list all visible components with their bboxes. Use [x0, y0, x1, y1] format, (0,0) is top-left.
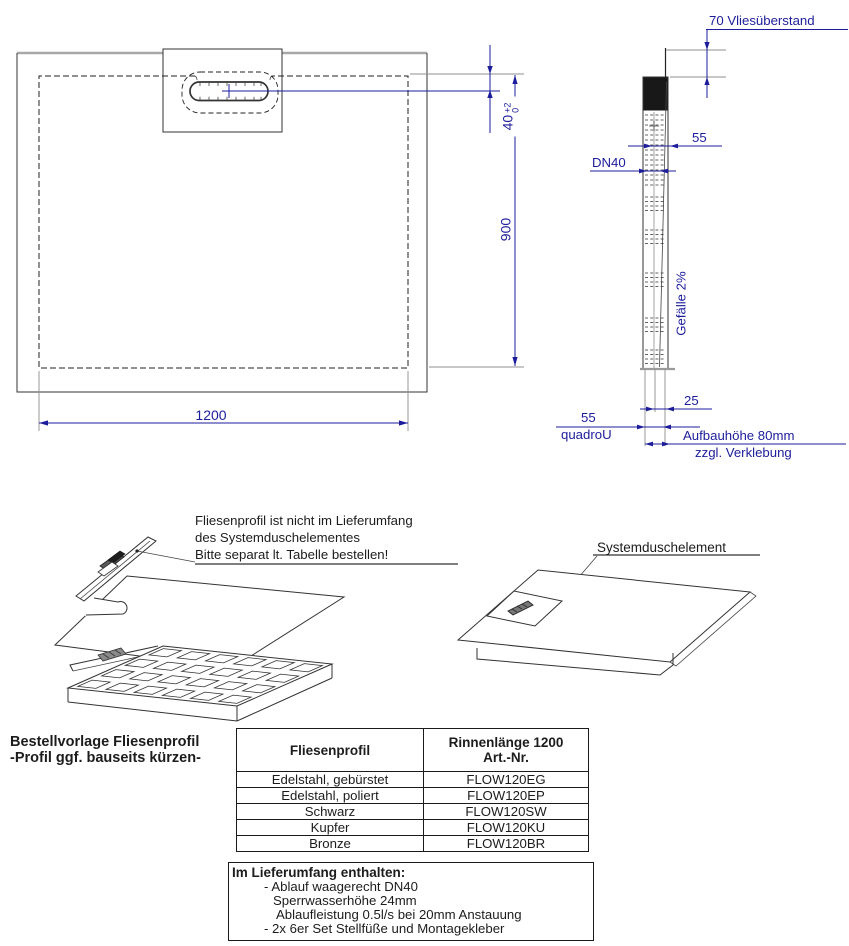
- col-header-line2: Art.-Nr.: [483, 750, 529, 765]
- scope-title: Im Lieferumfang enthalten:: [232, 865, 406, 880]
- profile-artnr: FLOW120BR: [424, 836, 589, 852]
- dim-55-top-label: 55: [692, 130, 707, 145]
- dim-900-label: 900: [497, 217, 514, 242]
- dn40-label: DN40: [592, 155, 626, 170]
- exploded-view: [55, 537, 458, 721]
- table-row: [237, 804, 589, 820]
- dimension-25: [640, 407, 712, 412]
- shower-element-board: [458, 570, 756, 675]
- profile-name: Edelstahl, gebürstet: [237, 772, 424, 788]
- col-header-fliesenprofil: Fliesenprofil: [237, 729, 424, 772]
- table-row: [237, 836, 589, 852]
- build-height-note-label: zzgl. Verklebung: [695, 445, 792, 460]
- profile-artnr: FLOW120EP: [424, 788, 589, 804]
- drain-section-hatch: [644, 78, 668, 111]
- element-view: [458, 555, 760, 675]
- table-row: [237, 820, 589, 836]
- dim-40-tol-plus: +2: [502, 102, 513, 113]
- order-title-line-2: -Profil ggf. bauseits kürzen-: [10, 750, 201, 766]
- profile-name: Kupfer: [237, 820, 424, 836]
- dim-40-tol-minus: 0: [510, 107, 521, 113]
- dimension-fleece-overhang: [666, 30, 848, 99]
- profile-artnr: FLOW120KU: [424, 820, 589, 836]
- profile-artnr: FLOW120EG: [424, 772, 589, 788]
- scope-item: - 2x 6er Set Stellfüße und Montagekleber: [264, 921, 505, 936]
- profile-note-line-3: Bitte separat lt. Tabelle bestellen!: [195, 547, 389, 562]
- profile-order-table: [236, 728, 589, 852]
- profile-name: Edelstahl, poliert: [237, 788, 424, 804]
- table-row: [237, 788, 589, 804]
- scope-of-delivery-box: [228, 862, 594, 941]
- dim-1200-label: 1200: [195, 407, 227, 423]
- dim-55-bottom-label: 55: [581, 410, 596, 425]
- slope-label: Gefälle 2%: [673, 271, 689, 336]
- col-header-line1: Rinnenlänge 1200: [448, 735, 564, 750]
- profile-note-line-2: des Systemduschelementes: [195, 530, 360, 545]
- profile-note-line-1: Fliesenprofil ist nicht im Lieferumfang: [195, 513, 413, 528]
- table-header-row: [237, 729, 589, 772]
- profile-name: Schwarz: [237, 804, 424, 820]
- table-row: [237, 772, 589, 788]
- build-height-label: Aufbauhöhe 80mm: [683, 428, 795, 443]
- side-view: [556, 30, 848, 447]
- fleece-overhang-label: 70 Vliesüberstand: [709, 13, 815, 28]
- profile-name: Bronze: [237, 836, 424, 852]
- dim-40-label: [499, 97, 521, 137]
- dim-25-label: 25: [684, 393, 699, 408]
- dimension-55-top: [628, 144, 722, 149]
- scope-item: Ablaufleistung 0.5l/s bei 20mm Anstauung: [276, 907, 522, 922]
- product-name-label: quadroU: [561, 427, 612, 442]
- plan-view: [17, 45, 524, 431]
- profile-artnr: FLOW120SW: [424, 804, 589, 820]
- order-title-line-1: Bestellvorlage Fliesenprofil: [10, 734, 200, 750]
- system-element-label: Systemduschelement: [597, 540, 727, 555]
- col-header-artnr: [424, 729, 589, 772]
- scope-item: Sperrwasserhöhe 24mm: [273, 893, 417, 908]
- scope-item: - Ablauf waagerecht DN40: [264, 879, 418, 894]
- dim-40-value: 40: [499, 114, 516, 131]
